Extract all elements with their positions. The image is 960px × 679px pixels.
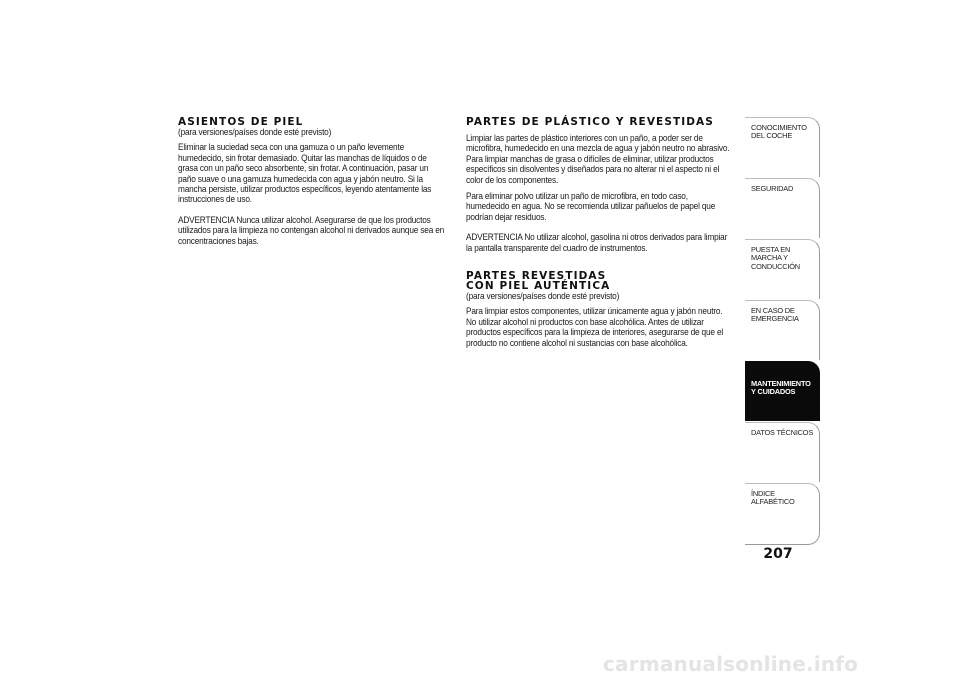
body-paragraph: Eliminar la suciedad seca con una gamuza o un paño levemente humedecido, sin frotar demasiado. Quitar las manchas de líquidos o de grasa con un paño seco absorbente, sin frotar. A continuación, pasar un paño suave o una gamuza humedecida con agua y jabón neutro. Si la mancha persiste, utilizar productos específicos, leyendo atentamente las instrucciones de uso. — [178, 142, 432, 205]
left-column — [178, 117, 446, 252]
watermark: carmanualsonline.info — [603, 652, 859, 676]
body-paragraph: Limpiar las partes de plástico interiores con un paño, a poder ser de microfibra, humedecido en una mezcla de agua y jabón neutro no abrasivo. Para limpiar manchas de grasa o difíciles de eliminar, utilizar productos específicos sin disolventes y diseñados para no alterar ni el aspecto ni el color de los componentes. — [466, 133, 730, 185]
section-subtitle: (para versiones/países donde esté previsto) — [178, 127, 332, 137]
tab-puesta-en-marcha[interactable]: PUESTA EN MARCHA Y CONDUCCIÓN — [745, 239, 820, 299]
section-title-leather-parts — [466, 271, 734, 291]
tab-mantenimiento-y-cuidados[interactable]: MANTENIMIENTO Y CUIDADOS — [745, 361, 820, 421]
body-paragraph: Para limpiar estos componentes, utilizar únicamente agua y jabón neutro. No utilizar alcohol ni productos con base alcohólica. Antes de utilizar productos específicos para la limpieza de interiores, asegurarse de que el producto no contiene alcohol ni sustancias con base alcohólica. — [466, 306, 724, 348]
page-number: 207 — [763, 546, 793, 562]
body-paragraph: Para eliminar polvo utilizar un paño de microfibra, en todo caso, humedecido en agua. No se recomienda utilizar pañuelos de papel que podrían dejar residuos. — [466, 191, 716, 222]
warning-paragraph: ADVERTENCIA No utilizar alcohol, gasolina ni otros derivados para limpiar la pantalla transparente del cuadro de instrumentos. — [466, 232, 728, 253]
tab-en-caso-de-emergencia[interactable]: EN CASO DE EMERGENCIA — [745, 300, 820, 360]
title-line: PARTES REVESTIDAS — [466, 270, 607, 283]
section-subtitle: (para versiones/países donde esté previsto) — [466, 291, 620, 302]
chapter-tabs — [745, 117, 820, 546]
tab-seguridad[interactable]: SEGURIDAD — [745, 178, 820, 238]
tab-datos-tecnicos[interactable]: DATOS TÉCNICOS — [745, 422, 820, 482]
tab-conocimiento-del-coche[interactable]: CONOCIMIENTO DEL COCHE — [745, 117, 820, 177]
title-line: CON PIEL AUTÉNTICA — [466, 280, 611, 293]
right-column — [466, 117, 734, 354]
section-title-plastic-parts: PARTES DE PLÁSTICO Y REVESTIDAS — [466, 116, 714, 128]
warning-paragraph: ADVERTENCIA Nunca utilizar alcohol. Asegurarse de que los productos utilizados para la limpieza no contengan alcohol ni derivados aunque sea en concentraciones bajas. — [178, 214, 445, 246]
tab-indice-alfabetico[interactable]: ÍNDICE ALFABÉTICO — [745, 483, 820, 545]
section-title-leather-seats: ASIENTOS DE PIEL — [178, 116, 304, 128]
